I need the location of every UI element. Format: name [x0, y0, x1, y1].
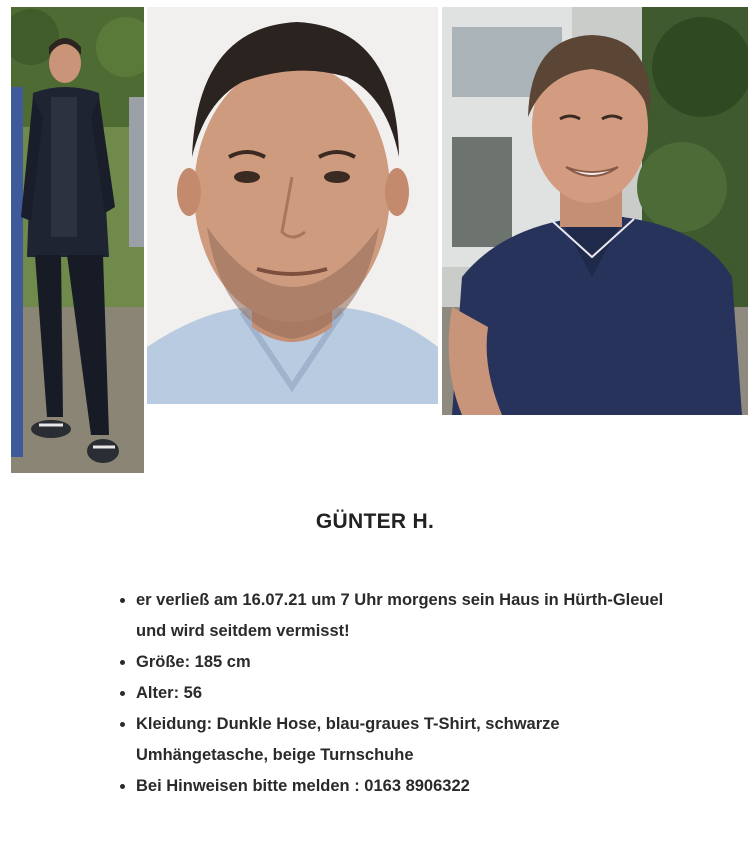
list-item: • Kleidung: Dunkle Hose, blau-graues T-Shirt, schwarze Umhängetasche, beige Turnschuhe	[136, 709, 696, 771]
list-item: • er verließ am 16.07.21 um 7 Uhr morgens sein Haus in Hürth-Gleuel und wird seitdem vermisst!	[136, 585, 696, 647]
details-list	[110, 585, 696, 802]
photo-polo-shirt	[442, 7, 748, 415]
list-item: • Alter: 56	[136, 678, 696, 709]
person-name: GÜNTER H.	[315, 510, 435, 533]
photo-portrait	[147, 7, 438, 404]
photo-full-body	[11, 7, 144, 473]
list-item: • Größe: 185 cm	[136, 647, 696, 678]
list-item: • Bei Hinweisen bitte melden : 0163 8906322	[136, 771, 696, 802]
